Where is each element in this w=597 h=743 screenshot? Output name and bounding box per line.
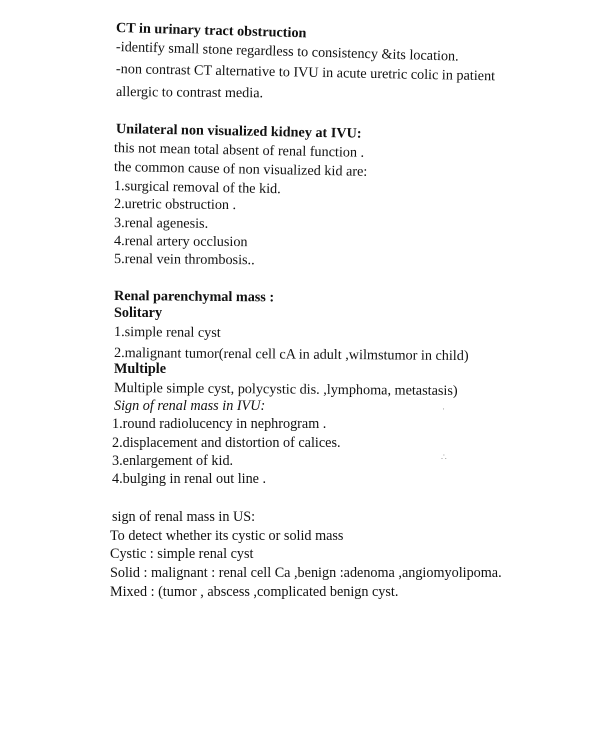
us-line-1: To detect whether its cystic or solid mass [110, 528, 344, 544]
us-heading: sign of renal mass in US: [112, 509, 256, 525]
ct-line-1: -identify small stone regardless to consistency &its location. [115, 39, 459, 65]
scan-speck: ∴ [441, 452, 447, 462]
unilateral-line-3: 1.surgical removal of the kid. [113, 178, 281, 198]
ct-heading: CT in urinary tract obstruction [115, 20, 307, 42]
unilateral-line-7: 5.renal vein thrombosis.. [113, 251, 255, 269]
us-line-4: Mixed : (tumor , abscess ,complicated benign cyst. [110, 584, 399, 600]
scan-speck: · [442, 404, 445, 414]
solitary-line-1: 1.simple renal cyst [113, 324, 221, 341]
multiple-line: Multiple simple cyst, polycystic dis. ,lymphoma, metastasis) [113, 380, 458, 399]
ivu-line-4: 4.bulging in renal out line . [112, 471, 267, 487]
ivu-line-3: 3.enlargement of kid. [112, 453, 234, 469]
solitary-line-2: 2.malignant tumor(renal cell cA in adult ,wilmstumor in child) [113, 345, 469, 365]
solitary-heading: Solitary [114, 305, 163, 321]
multiple-heading: Multiple [114, 361, 167, 377]
unilateral-line-4: 2.uretric obstruction . [113, 196, 237, 214]
ivu-line-2: 2.displacement and distortion of calices. [112, 435, 341, 451]
us-line-3: Solid : malignant : renal cell Ca ,benign :adenoma ,angiomyolipoma. [110, 565, 502, 581]
unilateral-heading: Unilateral non visualized kidney at IVU: [115, 121, 362, 142]
ct-line-3: allergic to contrast media. [115, 84, 264, 102]
ivu-heading: Sign of renal mass in IVU: [114, 398, 266, 414]
unilateral-line-5: 3.renal agenesis. [113, 215, 209, 232]
mass-heading: Renal parenchymal mass : [113, 288, 275, 306]
unilateral-line-2: the common cause of non visualized kid are: [113, 159, 368, 180]
unilateral-line-6: 4.renal artery occlusion [113, 233, 248, 251]
unilateral-line-1: this not mean total absent of renal function . [113, 140, 365, 161]
ivu-line-1: 1.round radiolucency in nephrogram . [112, 416, 327, 432]
ct-line-2: -non contrast CT alternative to IVU in acute uretric colic in patient [115, 61, 496, 85]
us-line-2: Cystic : simple renal cyst [110, 546, 254, 562]
